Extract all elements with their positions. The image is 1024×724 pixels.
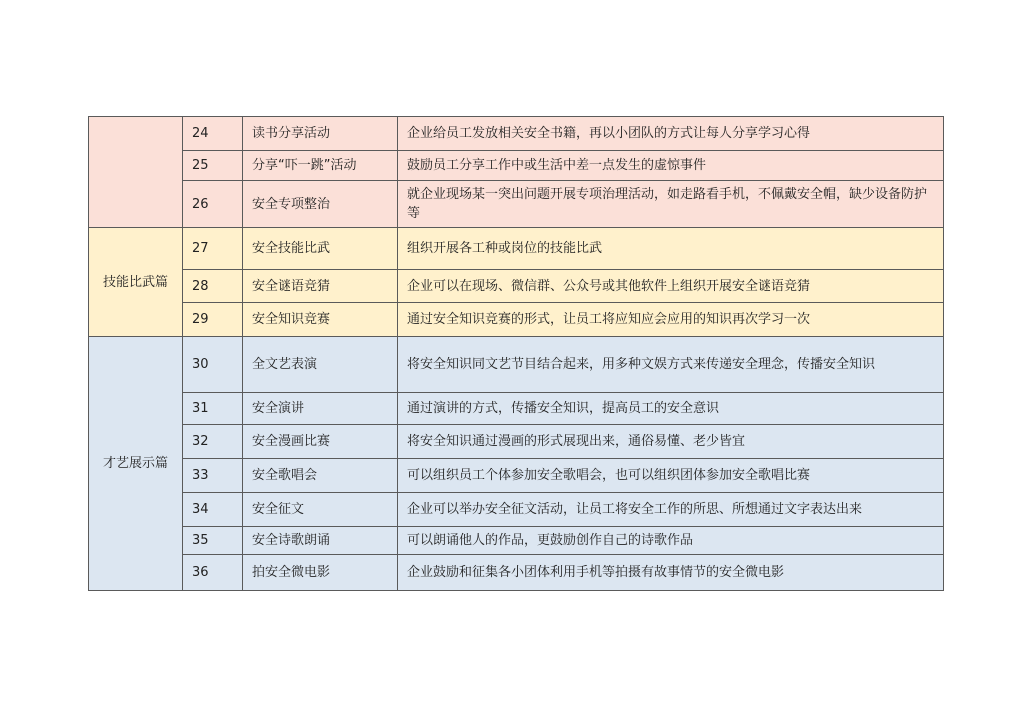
table-row bbox=[89, 425, 944, 459]
table-row bbox=[89, 181, 944, 228]
activity-name: 安全演讲 bbox=[243, 393, 398, 425]
table-row bbox=[89, 151, 944, 181]
activity-description: 通过演讲的方式，传播安全知识，提高员工的安全意识 bbox=[398, 393, 944, 425]
row-number: 24 bbox=[183, 117, 243, 151]
table-row bbox=[89, 459, 944, 493]
category-cell: 才艺展示篇 bbox=[89, 337, 183, 591]
activity-name: 安全征文 bbox=[243, 493, 398, 527]
activity-table-page bbox=[88, 116, 943, 591]
activity-description: 企业给员工发放相关安全书籍，再以小团队的方式让每人分享学习心得 bbox=[398, 117, 944, 151]
table-row bbox=[89, 337, 944, 393]
activity-description: 企业鼓励和征集各小团体利用手机等拍摄有故事情节的安全微电影 bbox=[398, 555, 944, 591]
table-row bbox=[89, 270, 944, 303]
row-number: 25 bbox=[183, 151, 243, 181]
activity-name: 安全漫画比赛 bbox=[243, 425, 398, 459]
activity-description: 企业可以在现场、微信群、公众号或其他软件上组织开展安全谜语竞猜 bbox=[398, 270, 944, 303]
row-number: 35 bbox=[183, 527, 243, 555]
activity-description: 组织开展各工种或岗位的技能比武 bbox=[398, 228, 944, 270]
row-number: 33 bbox=[183, 459, 243, 493]
row-number: 28 bbox=[183, 270, 243, 303]
table-row bbox=[89, 527, 944, 555]
activity-description: 可以朗诵他人的作品，更鼓励创作自己的诗歌作品 bbox=[398, 527, 944, 555]
activity-description: 将安全知识通过漫画的形式展现出来，通俗易懂、老少皆宜 bbox=[398, 425, 944, 459]
activity-description: 企业可以举办安全征文活动，让员工将安全工作的所思、所想通过文字表达出来 bbox=[398, 493, 944, 527]
activity-description: 通过安全知识竞赛的形式，让员工将应知应会应用的知识再次学习一次 bbox=[398, 303, 944, 337]
row-number: 29 bbox=[183, 303, 243, 337]
row-number: 31 bbox=[183, 393, 243, 425]
row-number: 34 bbox=[183, 493, 243, 527]
activity-name: 安全技能比武 bbox=[243, 228, 398, 270]
activity-name: 拍安全微电影 bbox=[243, 555, 398, 591]
activity-name: 安全诗歌朗诵 bbox=[243, 527, 398, 555]
activity-name: 安全知识竞赛 bbox=[243, 303, 398, 337]
table-row bbox=[89, 493, 944, 527]
row-number: 32 bbox=[183, 425, 243, 459]
table-row bbox=[89, 393, 944, 425]
row-number: 36 bbox=[183, 555, 243, 591]
activity-table bbox=[88, 116, 944, 591]
activity-description: 鼓励员工分享工作中或生活中差一点发生的虚惊事件 bbox=[398, 151, 944, 181]
activity-name: 读书分享活动 bbox=[243, 117, 398, 151]
activity-name: 安全歌唱会 bbox=[243, 459, 398, 493]
activity-description: 就企业现场某一突出问题开展专项治理活动，如走路看手机，不佩戴安全帽，缺少设备防护等 bbox=[398, 181, 944, 228]
table-row bbox=[89, 303, 944, 337]
activity-description: 可以组织员工个体参加安全歌唱会，也可以组织团体参加安全歌唱比赛 bbox=[398, 459, 944, 493]
activity-name: 安全专项整治 bbox=[243, 181, 398, 228]
activity-name: 全文艺表演 bbox=[243, 337, 398, 393]
category-cell bbox=[89, 117, 183, 228]
table-row bbox=[89, 555, 944, 591]
table-row bbox=[89, 228, 944, 270]
activity-name: 分享“吓一跳”活动 bbox=[243, 151, 398, 181]
category-cell: 技能比武篇 bbox=[89, 228, 183, 337]
row-number: 26 bbox=[183, 181, 243, 228]
row-number: 30 bbox=[183, 337, 243, 393]
table-row bbox=[89, 117, 944, 151]
row-number: 27 bbox=[183, 228, 243, 270]
activity-name: 安全谜语竞猜 bbox=[243, 270, 398, 303]
activity-description: 将安全知识同文艺节目结合起来，用多种文娱方式来传递安全理念，传播安全知识 bbox=[398, 337, 944, 393]
